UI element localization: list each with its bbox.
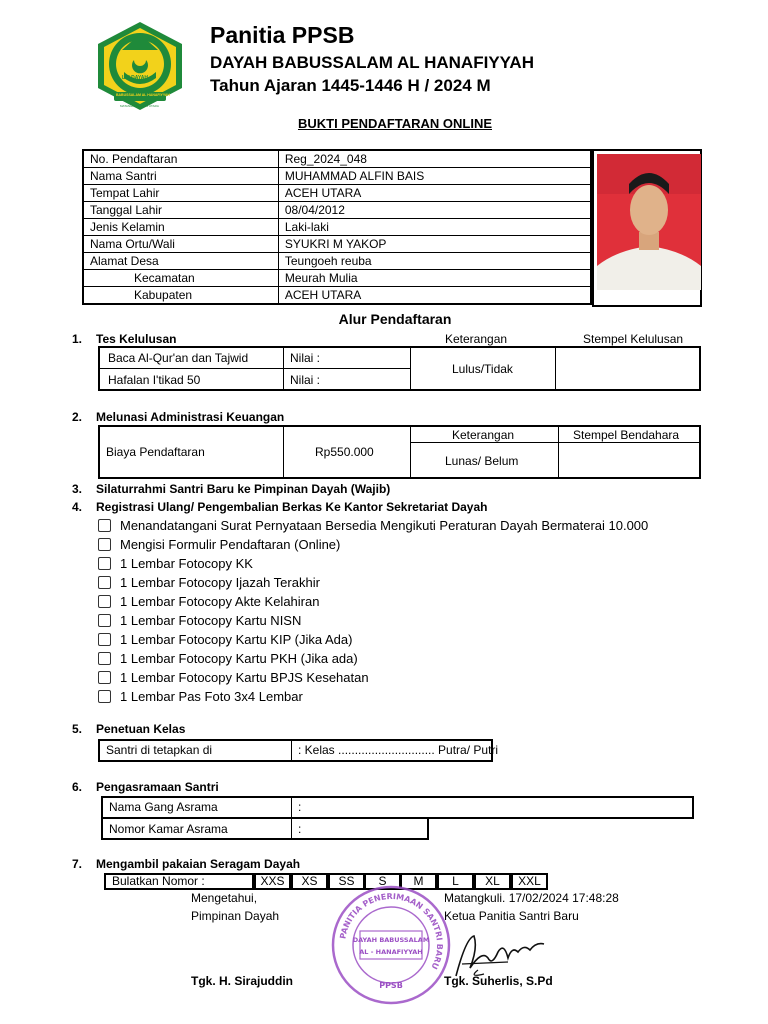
checklist-label: 1 Lembar Fotocopy Kartu BPJS Kesehatan [120, 670, 369, 685]
s2-title: Melunasi Administrasi Keuangan [96, 410, 285, 424]
checkbox[interactable] [98, 538, 111, 551]
info-value: MUHAMMAD ALFIN BAIS [278, 168, 591, 185]
header-institution: DAYAH BABUSSALAM AL HANAFIYYAH [210, 53, 534, 72]
s6-title: Pengasramaan Santri [96, 780, 219, 794]
s4-num: 4. [72, 500, 83, 514]
stamp-center-1: DAYAH BABUSSALAM [352, 936, 430, 944]
info-label: Kabupaten [83, 287, 278, 305]
s2-col-divider-a [283, 425, 284, 479]
checklist-label: 1 Lembar Fotocopy Ijazah Terakhir [120, 575, 320, 590]
checkbox[interactable] [98, 633, 111, 646]
footer-left-line2: Pimpinan Dayah [191, 909, 280, 923]
checklist-label: Mengisi Formulir Pendaftaran (Online) [120, 537, 341, 552]
info-value: Reg_2024_048 [278, 150, 591, 168]
document-title: BUKTI PENDAFTARAN ONLINE [297, 116, 493, 131]
s6-divider [291, 796, 292, 840]
s1-result: Lulus/Tidak [452, 362, 513, 376]
checkbox[interactable] [98, 652, 111, 665]
size-option[interactable]: M [400, 873, 437, 890]
checklist-label: 1 Lembar Fotocopy KK [120, 556, 253, 571]
checklist-item[interactable] [98, 556, 253, 571]
s1-row1-label: Baca Al-Qur'an dan Tajwid [108, 351, 249, 365]
size-option[interactable]: XXS [254, 873, 291, 890]
s1-row1-nilai: Nilai : [290, 351, 321, 365]
signature [448, 928, 548, 983]
info-row [83, 185, 591, 202]
s6-row2-label: Nomor Kamar Asrama [109, 822, 228, 836]
s6-row1-label: Nama Gang Asrama [109, 800, 218, 814]
s2-result: Lunas/ Belum [445, 454, 519, 468]
committee-stamp [330, 884, 452, 1006]
s2-num: 2. [72, 410, 83, 424]
checkbox[interactable] [98, 690, 111, 703]
checklist-item[interactable] [98, 670, 369, 685]
checkbox[interactable] [98, 614, 111, 627]
checklist-label: 1 Lembar Fotocopy Kartu NISN [120, 613, 302, 628]
s1-col-keterangan: Keterangan [445, 332, 508, 346]
stamp-center-2: AL - HANAFIYYAH [359, 948, 423, 956]
info-value: ACEH UTARA [278, 185, 591, 202]
s4-title: Registrasi Ulang/ Pengembalian Berkas Ke Kantor Sekretariat Dayah [96, 500, 488, 514]
info-row [83, 219, 591, 236]
checklist-item[interactable] [98, 575, 320, 590]
info-value: Laki-laki [278, 219, 591, 236]
footer-right-line2: Ketua Panitia Santri Baru [444, 909, 579, 923]
s1-col-divider-b [410, 346, 411, 391]
s7-title: Mengambil pakaian Seragam Dayah [96, 857, 301, 871]
checkbox[interactable] [98, 557, 111, 570]
checkbox[interactable] [98, 595, 111, 608]
checklist-label: 1 Lembar Fotocopy Akte Kelahiran [120, 594, 320, 609]
s2-col-divider-c [558, 425, 559, 479]
info-value: 08/04/2012 [278, 202, 591, 219]
logo-text-top: LPI DAYAH [122, 75, 149, 81]
size-option[interactable]: SS [328, 873, 365, 890]
info-label: Tempat Lahir [83, 185, 278, 202]
s3-num: 3. [72, 482, 83, 496]
alur-title: Alur Pendaftaran [338, 311, 452, 327]
info-label: Alamat Desa [83, 253, 278, 270]
info-label: Nama Ortu/Wali [83, 236, 278, 253]
footer-right-line1: Matangkuli. 17/02/2024 17:48:28 [444, 891, 619, 905]
s5-divider [291, 739, 292, 762]
checklist-label: 1 Lembar Pas Foto 3x4 Lembar [120, 689, 303, 704]
stamp-bottom: PPSB [379, 981, 403, 990]
size-option[interactable]: L [437, 873, 474, 890]
info-row [83, 202, 591, 219]
s2-col-divider-b [410, 425, 411, 479]
size-option[interactable]: S [364, 873, 401, 890]
checklist-label: Menandatangani Surat Pernyataan Bersedia Mengikuti Peraturan Dayah Bermaterai 10.000 [120, 518, 649, 533]
checklist-item[interactable] [98, 594, 319, 609]
s2-amount: Rp550.000 [315, 445, 374, 459]
info-value: ACEH UTARA [278, 287, 591, 305]
header-title: Panitia PPSB [210, 22, 355, 48]
checkbox[interactable] [98, 519, 111, 532]
s7-label: Bulatkan Nomor : [112, 874, 205, 888]
info-row [83, 287, 591, 305]
s6-num: 6. [72, 780, 83, 794]
s1-col-divider-a [283, 346, 284, 391]
student-info-table [82, 149, 592, 305]
checklist-item[interactable] [98, 537, 340, 552]
size-option[interactable]: XS [291, 873, 328, 890]
footer-left-line1: Mengetahui, [191, 891, 258, 905]
s1-col-stempel: Stempel Kelulusan [583, 332, 684, 346]
s5-value: : Kelas ............................. Putra/ Putri [298, 743, 499, 757]
s1-row1-divider [98, 368, 410, 369]
checkbox[interactable] [98, 671, 111, 684]
logo-text-mid: BABUSSALAM AL HANAFIYYAH [116, 93, 170, 97]
s1-row2-label: Hafalan I'tikad 50 [108, 373, 201, 387]
s2-col-keterangan: Keterangan [452, 428, 515, 442]
checklist-label: 1 Lembar Fotocopy Kartu PKH (Jika ada) [120, 651, 358, 666]
footer-right-name: Tgk. Suherlis, S.Pd [444, 974, 553, 988]
s1-col-divider-c [555, 346, 556, 391]
s6-row2-value: : [298, 822, 302, 836]
size-option[interactable]: XXL [511, 873, 548, 890]
info-value: Teungoeh reuba [278, 253, 591, 270]
info-row [83, 150, 591, 168]
info-row [83, 168, 591, 185]
info-label: Kecamatan [83, 270, 278, 287]
s3-title: Silaturrahmi Santri Baru ke Pimpinan Dayah (Wajib) [96, 482, 391, 496]
logo-text-bot: MATANGKULI ACEH UTARA [120, 104, 159, 108]
info-value: SYUKRI M YAKOP [278, 236, 591, 253]
info-label: No. Pendaftaran [83, 150, 278, 168]
info-label: Jenis Kelamin [83, 219, 278, 236]
s2-label: Biaya Pendaftaran [106, 445, 205, 459]
checklist-item[interactable] [98, 632, 352, 647]
checklist-item[interactable] [98, 689, 303, 704]
info-label: Nama Santri [83, 168, 278, 185]
s5-label: Santri di tetapkan di [106, 743, 213, 757]
size-option[interactable]: XL [474, 873, 511, 890]
info-row [83, 270, 591, 287]
s5-title: Penetuan Kelas [96, 722, 186, 736]
info-label: Tanggal Lahir [83, 202, 278, 219]
s1-title: Tes Kelulusan [96, 332, 177, 346]
checklist-label: 1 Lembar Fotocopy Kartu KIP (Jika Ada) [120, 632, 353, 647]
info-value: Meurah Mulia [278, 270, 591, 287]
institution-logo [92, 20, 188, 112]
checklist-item[interactable] [98, 518, 648, 533]
stamp-ring-text: PANITIA PENERIMAAN SANTRI BARU [338, 891, 445, 971]
student-photo [597, 154, 701, 290]
s6-row1-value: : [298, 800, 302, 814]
s2-col-stempel: Stempel Bendahara [573, 428, 680, 442]
s5-num: 5. [72, 722, 83, 736]
checklist-item[interactable] [98, 651, 358, 666]
info-row [83, 236, 591, 253]
s7-num: 7. [72, 857, 83, 871]
s1-row2-nilai: Nilai : [290, 373, 321, 387]
checkbox[interactable] [98, 576, 111, 589]
student-photo-frame [592, 149, 702, 307]
checklist-item[interactable] [98, 613, 301, 628]
info-row [83, 253, 591, 270]
s2-header-divider [410, 442, 701, 443]
header-academic-year: Tahun Ajaran 1445-1446 H / 2024 M [210, 76, 491, 95]
s1-num: 1. [72, 332, 83, 346]
footer-left-name: Tgk. H. Sirajuddin [191, 974, 294, 988]
